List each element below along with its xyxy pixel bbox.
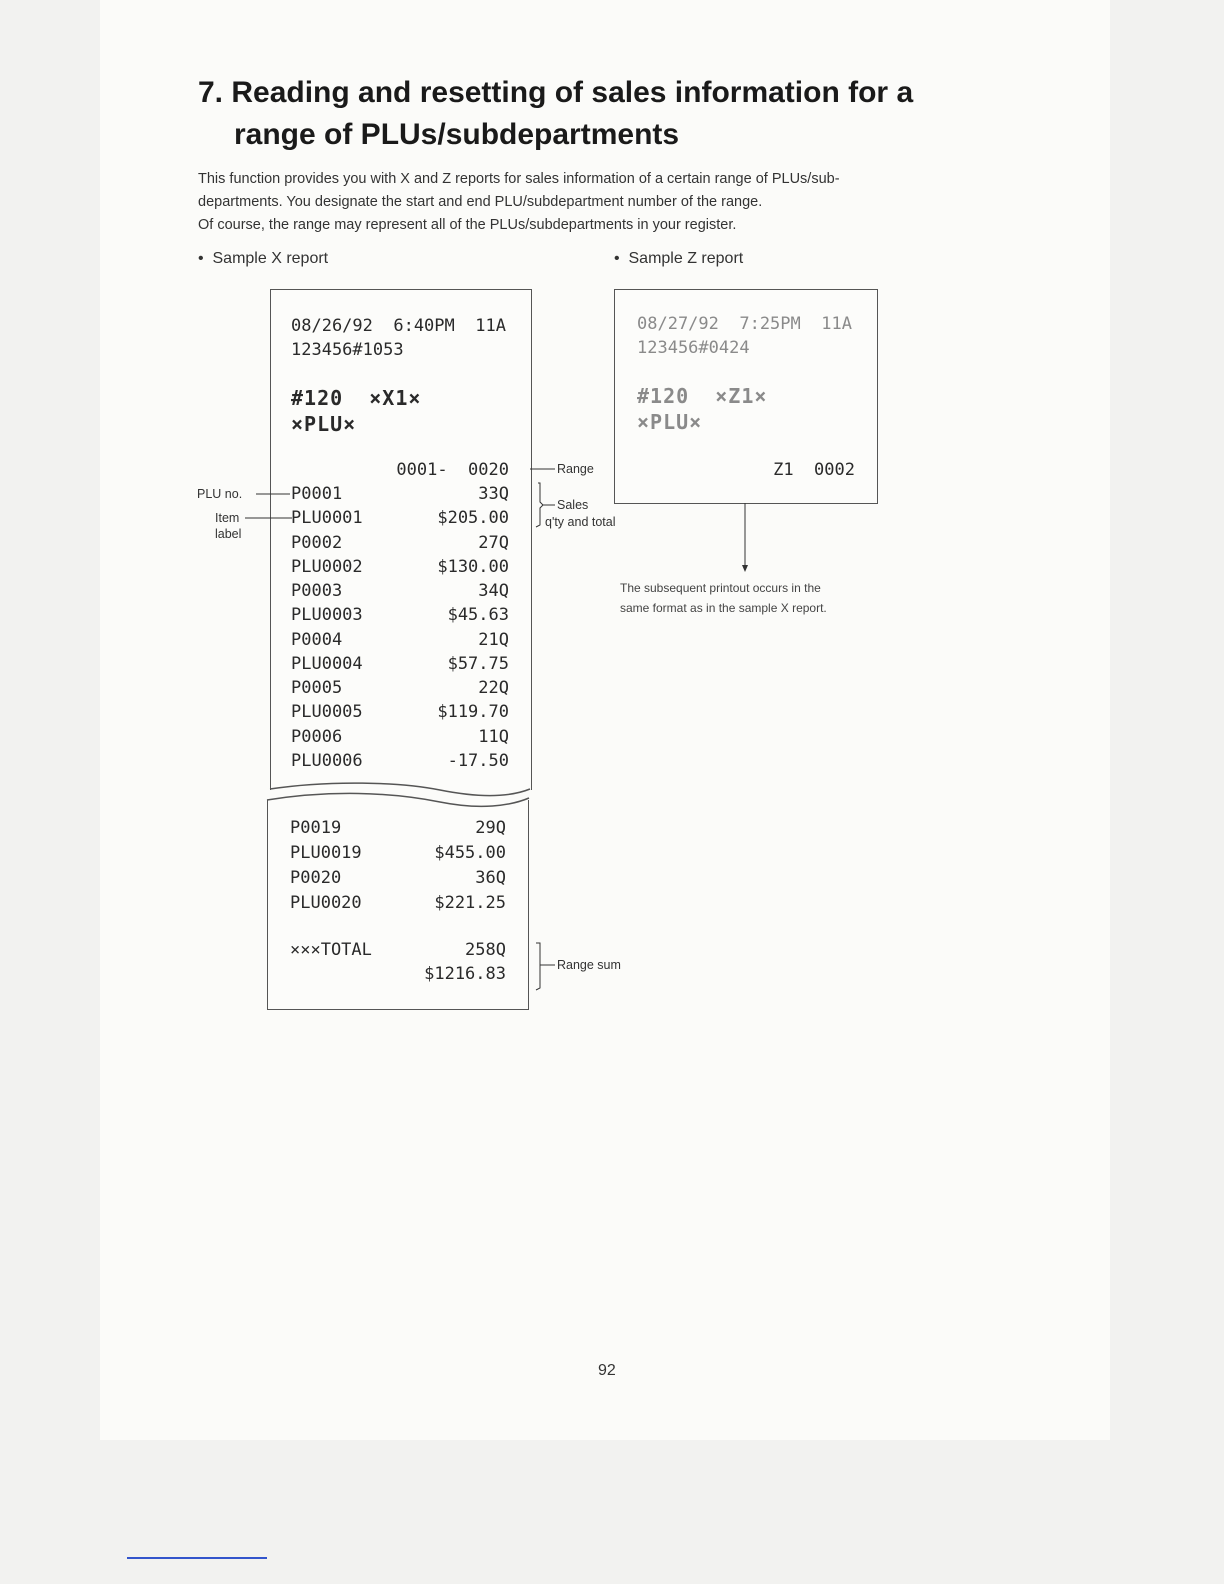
arrow-down-icon [742,565,748,572]
x-amount-2: $130.00 [437,557,509,577]
z-mode-line: #120 ×Z1× [637,384,768,408]
x-machine-number: 123456#1053 [291,340,404,360]
x-code-1: P0001 [291,484,343,504]
x-code-19: P0019 [290,818,342,838]
sample-z-label: • Sample Z report [614,250,744,267]
x-qty-1: 33Q [478,484,509,504]
z-report-title: ×PLU× [637,410,703,434]
annotation-sales: Sales [557,498,589,512]
bullet-icon: • [198,250,213,267]
x-label-3: PLU0003 [291,605,363,625]
z-date-time: 08/27/92 7:25PM 11A [637,314,852,334]
x-qty-4: 21Q [478,630,509,650]
x-date-time: 08/26/92 6:40PM 11A [291,316,506,336]
annotation-range: Range [557,462,594,476]
subsequent-printout-note [620,578,827,618]
x-mode-line: #120 ×X1× [291,386,422,410]
intro-line-1: This function provides you with X and Z reports for sales information of a certain range of PLUs/sub- [198,171,840,187]
annotation-item: Item [215,511,240,525]
x-label-6: PLU0006 [291,751,363,771]
x-report-title: ×PLU× [291,412,357,436]
x-code-20: P0020 [290,868,342,888]
annotation-label: label [215,527,242,541]
x-amount-4: $57.75 [447,654,509,674]
x-amount-20: $221.25 [434,893,506,913]
x-total-amount: $1216.83 [424,964,506,984]
sample-x-label: • Sample X report [198,250,329,267]
x-qty-19: 29Q [475,818,506,838]
x-label-1: PLU0001 [291,508,363,528]
annotation-range-sum: Range sum [557,958,621,972]
x-code-2: P0002 [291,533,343,553]
z-machine-number: 123456#0424 [637,338,750,358]
x-amount-3: $45.63 [447,605,509,625]
intro-line-3: Of course, the range may represent all of the PLUs/subdepartments in your register. [198,217,737,233]
x-amount-1: $205.00 [437,508,509,528]
page-number: 92 [598,1362,616,1379]
annotation-plu-no: PLU no. [197,487,243,501]
title-line-2: range of PLUs/subdepartments [234,118,680,151]
intro-line-2: departments. You designate the start and end PLU/subdepartment number of the range. [198,194,763,210]
z-counter: Z1 0002 [773,460,855,480]
x-qty-6: 11Q [478,727,509,747]
x-code-6: P0006 [291,727,343,747]
x-code-4: P0004 [291,630,343,650]
x-code-5: P0005 [291,678,343,698]
x-qty-20: 36Q [475,868,506,888]
x-amount-6: -17.50 [447,751,509,771]
note-line-1: The subsequent printout occurs in the [620,581,821,595]
x-qty-5: 22Q [478,678,509,698]
x-qty-2: 27Q [478,533,509,553]
tear-edge-top [270,783,530,795]
sales-bracket [536,483,543,527]
x-total-label: ×××TOTAL [290,940,372,960]
bullet-icon: • [614,250,629,267]
x-total-qty: 258Q [465,940,506,960]
x-qty-3: 34Q [478,581,509,601]
x-label-20: PLU0020 [290,893,362,913]
range-sum-bracket [536,943,540,990]
x-amount-5: $119.70 [437,702,509,722]
x-label-4: PLU0004 [291,654,363,674]
x-label-5: PLU0005 [291,702,363,722]
x-label-2: PLU0002 [291,557,363,577]
title-line-1: 7. Reading and resetting of sales information for a [198,76,914,109]
x-code-3: P0003 [291,581,343,601]
x-range: 0001- 0020 [396,460,509,480]
x-amount-19: $455.00 [434,843,506,863]
annotation-qty-total: q'ty and total [545,515,616,529]
footer-link-underline [127,1557,267,1559]
x-label-19: PLU0019 [290,843,362,863]
note-line-2: same format as in the sample X report. [620,601,827,615]
